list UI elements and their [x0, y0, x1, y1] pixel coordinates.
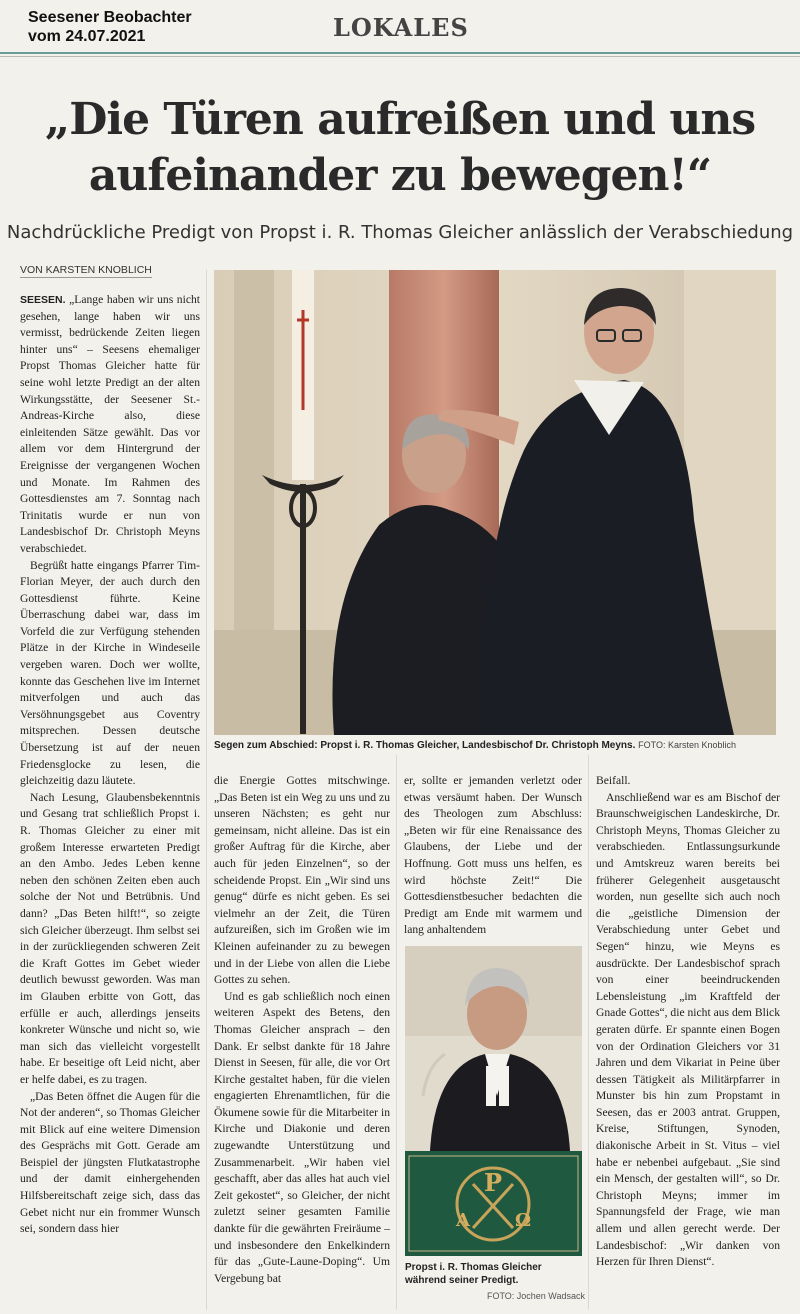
column-divider: [396, 755, 397, 1310]
paragraph: Begrüßt hatte eingangs Pfarrer Tim-Florian Meyer, der auch durch den Gottesdienst führte. Keine Überraschung dabei war, dass im Vorfeld die zur Verfügung stehenden Plätze in der Kirche in Windeseile vergeben waren. Doch wer wollte, konnte das Geschehen live im Internet mitverfolgen und auch das Versöhnungsgebet aus Coventry mitsprechen. Dessen deutsche Übersetzung ist auf der neuen Friedensglocke zu lesen, die gleichzeitig dazu läutete.: [20, 558, 200, 788]
header-rule-thin: [0, 56, 800, 57]
header-rule: [0, 52, 800, 54]
source-name: Seesener Beobachter: [28, 9, 192, 26]
article-column-3: [404, 773, 582, 939]
photo-credit: FOTO: Jochen Wadsack: [486, 1291, 585, 1301]
photo-caption: [214, 739, 736, 752]
photo-credit: FOTO: Karsten Knoblich: [638, 740, 737, 750]
alpha-letter: A: [456, 1210, 470, 1231]
dateline: SEESEN.: [20, 294, 66, 306]
paragraph: [20, 292, 200, 558]
blessing-photo: [214, 270, 776, 735]
paragraph: er, sollte er jemanden verletzt oder etwas versäumt haben. Der Wunsch des Theologen zum Abschluss: „Beten wir für eine Renaissance des Glaubens, der Liebe und der Hoffnung. Gott muss uns helfen, es wird höchste Zeit!“ Die Gottesdienstbesucher bedachten die Predigt am Ende mit warmem und lang anhaltendem: [404, 774, 582, 937]
byline: VON KARSTEN KNOBLICH: [20, 264, 152, 276]
caption-text: Segen zum Abschied: Propst i. R. Thomas Gleicher, Landesbischof Dr. Christoph Meyns.: [214, 740, 636, 751]
caption-text: Propst i. R. Thomas Gleicher während seiner Predigt.: [405, 1262, 542, 1286]
paragraph: Und es gab schließlich noch einen weiteren Aspekt des Betens, den Thomas Gleicher ansprach – den Dank. Er selbst dankte für 18 Jahre Dienst in Seesen, für alle, die vor Ort Kirche gestaltet haben, für die vielen engagierten Ehrenamtlichen, für die Ökumene sowie für die Mitarbeiter in Kirche und Diakonie und deren zugewandte Unterstützung und Zusammenarbeit. „Wir haben viel geschafft, aber das alles hat auch viel Zeit gekostet“, so Gleicher, der nicht zuletzt seiner gesamten Familie dankte für die gewährten Freiräume – und insbesondere den Enkelkindern für das „Gute-Laune-Doping“. Um Vergebung bat: [214, 989, 390, 1285]
article-column-4: [596, 773, 780, 1271]
column-divider: [588, 755, 589, 1310]
paragraph: die Energie Gottes mitschwinge. „Das Beten ist ein Weg zu uns und zu unseren Nächsten; es geht nur gemeinsam, nicht alleine. Das ist ein großer Auftrag für die Kirche, aber auch für jeden Einzelnen“, so der scheidende Propst. Ein „Wir sind uns genug“ dürfe es nicht geben. Es sei vielmehr an der Zeit, die Türen aufzureißen, sich im Großen wie im Kleinen aufeinander zu zu bewegen und in der Liebe von allen die Liebe Gottes zu sehen.: [214, 774, 390, 987]
headline-line-1: „Die Türen aufreißen und uns: [44, 94, 756, 145]
photo-caption-2: [405, 1261, 585, 1303]
headline-line-2: aufeinander zu bewegen!“: [88, 150, 712, 201]
section-title: LOKALES: [333, 13, 469, 42]
omega-letter: Ω: [514, 1210, 532, 1231]
source-label: [28, 8, 192, 46]
headline: [0, 92, 800, 204]
article-column-1: [20, 292, 200, 1238]
paragraph: Anschließend war es am Bischof der Braunschweigischen Landeskirche, Dr. Christoph Meyns, Thomas Gleicher zu verabschieden. Entlassungsurkunde und Amtskreuz waren bereits bei früherer Gelegenheit ausgetauscht worden, nun gesellte sich auch noch die „geistliche Dimension der Verabschiedung unter Gebet und Segen“ hinzu, wie Meyns es ausdrückte. Der Landesbischof sprach von einer beeindruckenden Lebensleistung „im Kraftfeld der Gnade Gottes“, die nicht aus dem Blick geraten dürfe. Er spannte einen Bogen von der Ordination Gleichers vor 31 Jahren und dem Vikariat in Peine über dessen Tätigkeit als Militärpfarrer in Munster bis hin zum Propstamt in Seesen, das er 2003 antrat. Gruppen, Kreise, Stiftungen, Synoden, diakonische Arbeit in St. Vitus – viel habe er nebenbei aufgebaut. „Sie sind ein Mensch, der gestalten will“, so Dr. Christoph Meyns; immer im Spannungsfeld der Frage, wie man allem und allen gerecht werde. Der Landesbischof: „Wir danken von Herzen für Ihren Dienst“.: [596, 790, 780, 1269]
column-divider: [206, 270, 207, 1310]
chi-rho-letter: P: [483, 1168, 503, 1197]
paragraph: „Das Beten öffnet die Augen für die Not der anderen“, so Thomas Gleicher mit Blick auf eine weitere Dimension des Gesprächs mit Gott. Gerade am Beispiel der jüngsten Flutkatastrophe und der damit einhergehenden Hilfsbereitschaft zeige sich, dass das Gebet nicht nur ein frommer Wunsch sei, sondern dass hier: [20, 1089, 200, 1236]
paragraph: Beifall.: [596, 774, 631, 787]
article-column-2: [214, 773, 390, 1287]
subheadline: Nachdrückliche Predigt von Propst i. R. Thomas Gleicher anlässlich der Verabschiedung: [6, 222, 794, 243]
sermon-photo: [405, 946, 582, 1256]
paragraph: Nach Lesung, Glaubensbekenntnis und Gesang trat schließlich Propst i. R. Thomas Gleicher zu einer mit großem Interesse erwarteten Predigt an den Ambo. Jedes Leben kenne neben den schönen Zeiten eben auch solche der Not und Betrübnis. Und dann? „Das Beten hilft!“, so zeigte sich Gleicher überzeugt. Ihm selbst sei in der zurückliegenden schweren Zeit die Kraft Gottes im Gebet wieder deutlich bewusst geworden. Was man im Glauben erbitte von Gott, das erfülle er auch, allerdings jenseits konkreter Wünsche und nicht so, wie man sich das vielleicht vorgestellt habe. Er beseitige oft Leid nicht, aber er helfe dabei, es zu tragen.: [20, 790, 200, 1086]
source-date: vom 24.07.2021: [28, 28, 146, 45]
paragraph-text: „Lange haben wir uns nicht gesehen, lange haben wir uns vermisst, bedrückende Zeiten liegen hinter uns“ – Seesens ehemaliger Propst Thomas Gleicher hatte für seine wohl letzte Predigt an der alten Wirkungsstätte, der Seesener St.-Andreas-Kirche also, diese einleitenden Sätze gewählt. Das vor allem vor dem Hintergrund der Ereignisse der vergangenen Wochen und Monate. Im Rahmen des Gottesdienstes am 7. Sonntag nach Trinitatis wurde er nun von Landesbischof Dr. Christoph Meyns verabschiedet.: [20, 293, 200, 555]
